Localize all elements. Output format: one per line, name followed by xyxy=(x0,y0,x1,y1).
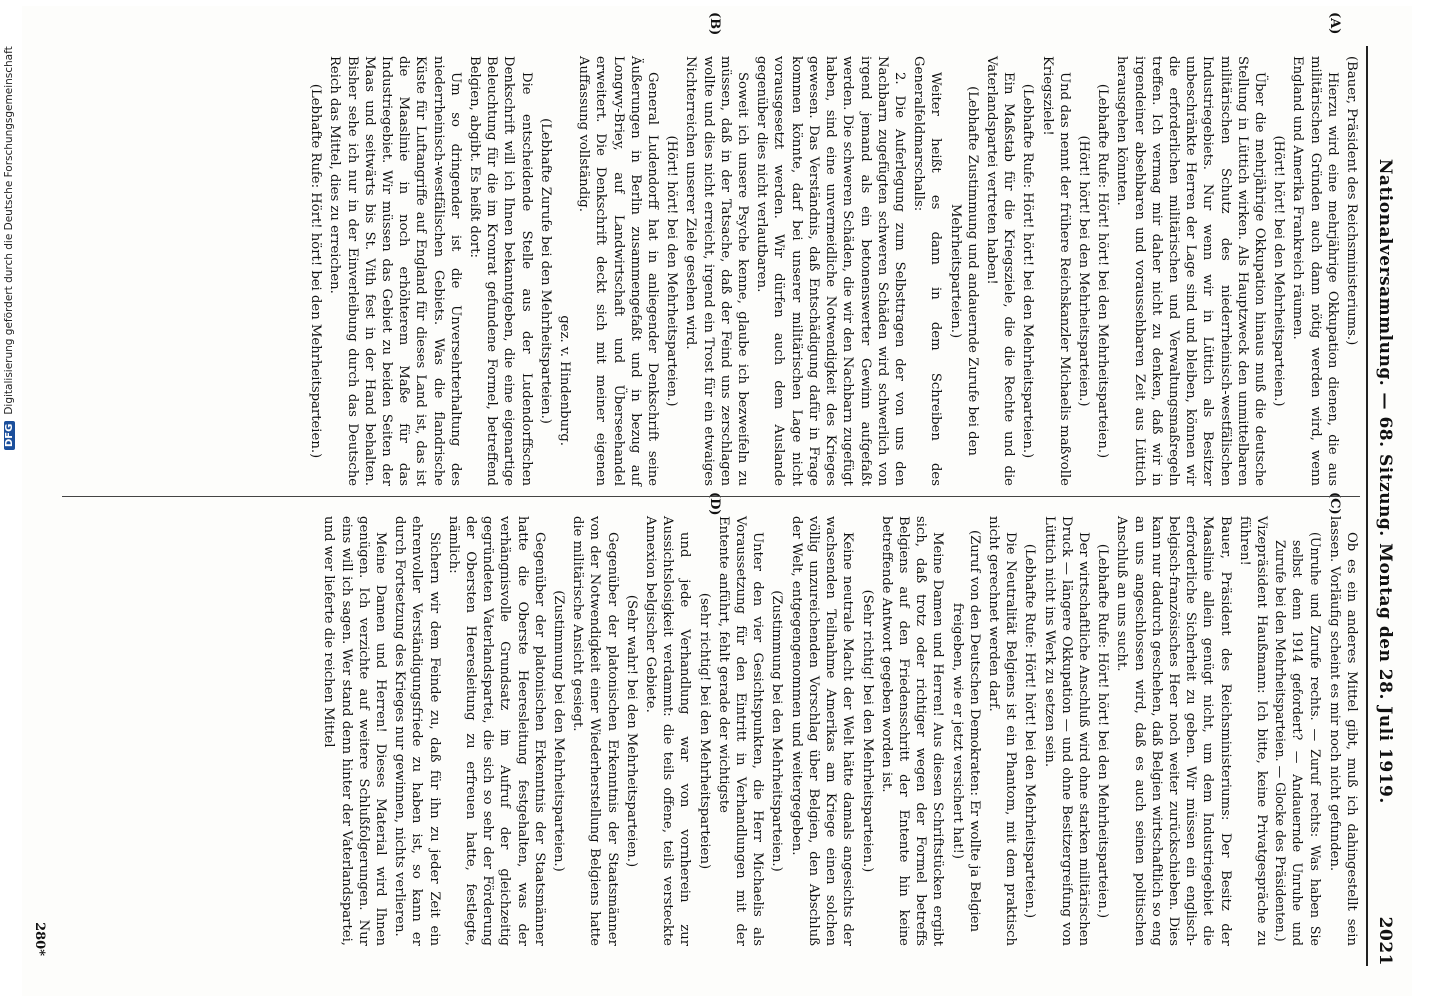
interjection: (Lebhafte Zustimmung und andauernde Zurufe bei den Mehrheitsparteien.) xyxy=(947,86,980,456)
paragraph: Ein Maßstab für die Kriegsziele, die die Rechte und die Vaterlandspartei vertreten haben! xyxy=(983,56,1017,486)
margin-mark-c: (C) xyxy=(1327,492,1342,515)
paragraph: Keine neutrale Macht der Welt hätte damals angesichts der wachsenden Teilnahme Amerikas am Kriege einen solchen völlig unzureichenden Vorschlag über Belgien, den Abschluß der Welt, entgegengenommen und weitergegeben. xyxy=(788,516,856,946)
paragraph: Hierzu wird eine mehrjährige Okkupation dienen, die aus militärischen Gründen auch dann nötig werden wird, wenn England und Amerika Frankreich räumen. xyxy=(1290,56,1340,486)
interjection: (Hört! hört! bei den Mehrheitsparteien.) xyxy=(1075,135,1091,407)
paragraph: Sichern wir dem Feinde zu, daß für ihn zu jeder Zeit ein ehrenvoller Verständigungsfriede zu haben ist, so kann er durch Fortsetzung des Krieges nur gewinnen, nichts verlieren. xyxy=(392,516,442,946)
interjection: (Lebhafte Rufe: Hört! hört! bei den Mehrheitsparteien.) xyxy=(1095,83,1111,459)
paragraph: Über die mehrjährige Okkupation hinaus muß die deutsche Stellung in Lüttich wirken. Als Hauptzweck den unmittelbaren militärischen Schutz des niederrheinisch-westfälischen Industriegebiets. Nur wenn wir in Lüttich als Besitzer unbeschränkte Herren der Lage sind und bleiben, können wir die erforderlichen militärischen und Verwaltungsmaßregeln treffen. Ich vermag mir daher nicht zu denken, daß wir in irgendeiner absehbaren und voraussehbaren Zeit aus Lüttich herausgehen könnten. xyxy=(1114,56,1267,486)
paragraph: Meine Damen und Herren! Dieses Material wird Ihnen genügen. Ich verzichte auf weitere Schlußfolgerungen. Nur eins will ich sagen. Wer stand denn hinter der Vaterlandspartei, und wer lieferte die reichen Mittel xyxy=(321,516,389,946)
paragraph: Bauer, Präsident des Reichsministeriums: Der Besitz der Maaslinie allein genügt nicht, um dem Industriegebiet die erforderliche Sicherheit zu geben. Wir müssen ein englisch-belgisch-französisches Heer noch weiter zurückschieben. Dies kann nur dadurch geschehen, daß Belgien wirtschaftlich so eng an uns angeschlossen wird, daß es auch seinen politischen Anschluß an uns sucht. xyxy=(1114,516,1233,946)
credit-text: Digitalisierung gefördert durch die Deutsche Forschungsgemeinschaft xyxy=(3,46,15,415)
margin-mark-b: (B) xyxy=(707,12,722,36)
interjection: (Lebhafte Zurufe bei den Mehrheitsparteien.) xyxy=(537,118,553,424)
rotated-document-page xyxy=(22,6,1412,996)
interjection: (Sehr richtig! bei den Mehrheitsparteien.) xyxy=(859,589,875,873)
paragraph: Der wirtschaftliche Anschluß wird ohne starken militärischen Druck — längere Okkupation — und ohne Besitzergreifung von Lüttich nicht ins Werk zu setzen sein. xyxy=(1041,516,1091,946)
interjection: (Lebhafte Rufe: Hört! hört! bei den Mehrheitsparteien.) xyxy=(1020,83,1036,459)
paragraph: Und das nennt der frühere Reichskanzler Michaelis maßvolle Kriegsziele! xyxy=(1039,56,1072,486)
paragraph: (Unruhe und Zurufe rechts. — Zuruf rechts: Was haben Sie selbst denn 1914 gefordert? — Andauernde Unruhe und Zurufe bei den Mehrheitsparteien. — Glocke des Präsidenten.) xyxy=(1273,532,1323,946)
interjection: (Hört! hört! bei den Mehrheitsparteien.) xyxy=(664,135,680,407)
paragraph: Weiter heißt es dann in dem Schreiben des Generalfeldmarschalls: xyxy=(911,56,944,486)
right-text-column xyxy=(62,516,1360,946)
paragraph: und jede Verhandlung war von vornherein zur Aussichtslosigkeit verdammt: die teils offene, teils versteckte Annexion belgischer Gebiete. xyxy=(643,516,693,946)
footer-signature-mark: 280* xyxy=(32,922,47,956)
paragraph: Meine Damen und Herren! Aus diesen Schriftstücken ergibt sich, daß trotz oder richtiger wegen der Formel betreffs Belgiens auf den Friedensschritt der Entente hin keine betreffende Antwort gegeben worden ist. xyxy=(878,516,946,946)
column-divider xyxy=(62,496,1360,497)
page-number: 2021 xyxy=(1375,916,1395,966)
paragraph: (Bauer, Präsident des Reichsministeriums.) xyxy=(1344,56,1359,346)
header-title: Nationalversammlung. — 68. Sitzung. Montag den 28. Juli 1919. xyxy=(1375,158,1395,804)
interjection: (Lebhafte Rufe: Hört! hört! bei den Mehrheitsparteien.) xyxy=(1022,543,1038,919)
interjection: (Sehr wahr! bei den Mehrheitsparteien.) xyxy=(623,594,639,868)
interjection: (sehr richtig! bei den Mehrheitsparteien) xyxy=(696,592,712,870)
paragraph: General Ludendorff hat in anliegender Denkschrift seine Äußerungen in Berlin zusammengefaßt und in bezug auf Longwy-Briey, auf Landwirtschaft und Überseehandel erweitert. Die Denkschrift deckt sich mit meiner eigenen Auffassung vollständig. xyxy=(576,56,661,486)
interjection: (Hört! hört! bei den Mehrheitsparteien.) xyxy=(1271,135,1287,407)
interjection: (Lebhafte Rufe: Hört! hört! bei den Mehrheitsparteien.) xyxy=(308,83,324,459)
paragraph: Die Neutralität Belgiens ist ein Phantom, mit dem praktisch nicht gerechnet werden darf. xyxy=(985,516,1019,946)
paragraph: Vizepräsident Haußmann: Ich bitte, keine Privatgespräche zu führen! xyxy=(1236,516,1269,946)
interjection: (Zustimmung bei den Mehrheitsparteien.) xyxy=(769,590,785,872)
left-text-column xyxy=(62,56,1360,486)
paragraph: Ob es ein anderes Mittel gibt, muß ich dahingestellt sein lassen. Vorläufig scheint es mir noch nicht gefunden. xyxy=(1326,516,1359,946)
paragraph: Gegenüber der platonischen Erkenntnis der Staatsmänner von der Notwendigkeit einer Wiederherstellung Belgiens hatte die militärische Ansicht gesiegt. xyxy=(570,516,620,946)
interjection: (Zuruf von den Deutschen Demokraten: Er wollte ja Belgien freigeben, wie er jetzt versichert hat!) xyxy=(949,529,982,933)
paragraph: Gegenüber der platonischen Erkenntnis der Staatsmänner hatte die Oberste Heeresleitung festgehalten, was der verhängnisvolle Grundsatz im Aufruf der gleichzeitig gegründeten Vaterlandspartei, die sich so sehr der Förderung der Obersten Heeresleitung zu erfreuen hatte, festlegte, nämlich: xyxy=(445,516,547,946)
paragraph: 2. Die Auferlegung zum Selbsttragen der von uns den Nachbarn zugefügten schweren Schäden wird schwerlich von irgend jemand als ein betonenswerter Gewinn aufgefaßt werden. Die schweren Schäden, die wir den Nachbarn zugefügt haben, sind eine unvermeidliche Notwendigkeit des Krieges gewesen. Das Verständnis, daß Entschädigung dafür in Frage kommen könnte, darf bei unserer militärischen Lage nicht vorausgesetzt werden. Wir dürfen auch dem Auslande gegenüber dies nicht verlautbaren. xyxy=(754,56,907,486)
page-header xyxy=(1366,46,1402,966)
interjection: (Lebhafte Rufe: Hört! hört! bei den Mehrheitsparteien.) xyxy=(1095,543,1111,919)
digitization-credit xyxy=(0,0,18,450)
paragraph: Um so dringender ist die Unversehrterhaltung des niederrheinisch-westfälischen Gebiets. Was die flandrische Küste für Luftangriffe auf England für dieses Land ist, das ist die Maaslinie in noch erhöhterem Maße für das Industriegebiet. Wir müssen das Gebiet zu beiden Seiten der Maas und seitwärts bis St. Vith fest in der Hand behalten. Bisher sehe ich nur in der Einverleibung durch das Deutsche Reich das Mittel, dies zu erreichen. xyxy=(327,56,463,486)
interjection: (Zustimmung bei den Mehrheitsparteien.) xyxy=(551,590,567,872)
margin-mark-d: (D) xyxy=(707,492,722,516)
dfg-logo: DFG xyxy=(4,421,15,450)
paragraph: Die entscheidende Stelle aus der Ludendorffschen Denkschrift will ich Ihnen bekanntgeben, die eine eigenartige Beleuchtung für die im Kronrat gefundene Formel, betreffend Belgien, abgibt. Es heißt dort: xyxy=(467,56,534,486)
paragraph: Soweit ich unsere Psyche kenne, glaube ich bezweifeln zu müssen, daß in der Tatsache, daß der Feind uns zerschlagen wollte und dies nicht erreicht, irgend ein Trost für ein etwaiges Nichterreichen unserer Ziele gesehen wird. xyxy=(683,56,751,486)
paragraph: Unter den vier Gesichtspunkten, die Herr Michaelis als Voraussetzung für den Eintritt in Verhandlungen mit der Entente anführt, fehlt gerade der wichtigste xyxy=(715,516,766,946)
margin-mark-a: (A) xyxy=(1327,12,1342,35)
paragraph: gez. v. Hindenburg. xyxy=(557,315,573,446)
